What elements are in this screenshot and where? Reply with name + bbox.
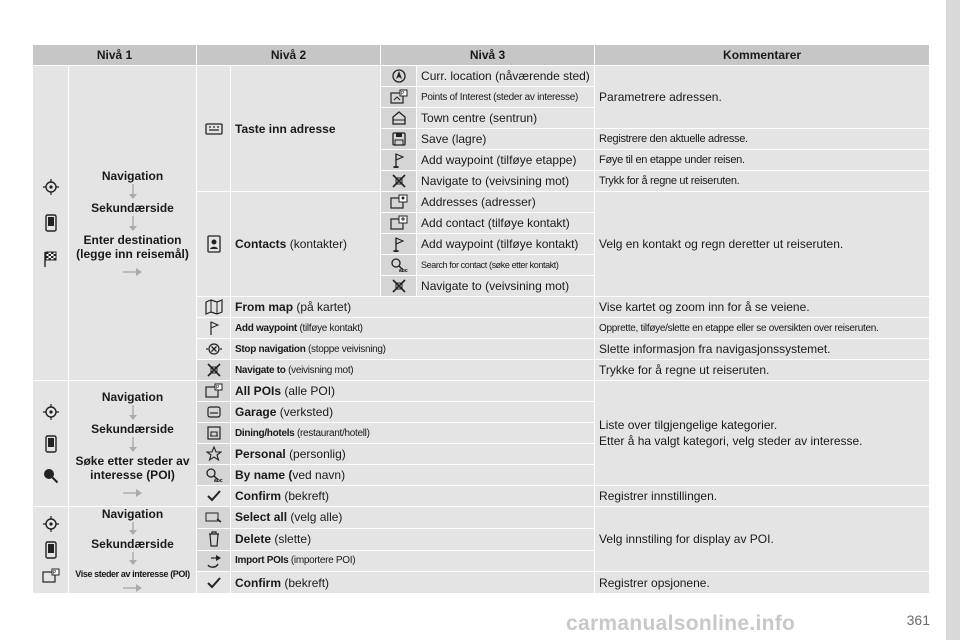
nav-label: Navigation — [101, 389, 164, 404]
svg-text:abc: abc — [213, 478, 223, 483]
waypoint-flag-icon — [381, 234, 417, 255]
level3-navigate-to-contact: Navigate to (veivsining mot) — [417, 276, 595, 297]
waypoint-flag-icon — [381, 150, 417, 171]
confirm-label — [231, 486, 595, 507]
select-all-icon — [197, 507, 231, 529]
save-icon — [381, 129, 417, 150]
level1-nav-2 — [69, 381, 197, 507]
navigate-to-label — [231, 360, 595, 381]
navigate-to-icon — [381, 276, 417, 297]
star-icon — [197, 444, 231, 465]
header-level-3: Nivå 3 — [381, 45, 595, 66]
header-comments: Kommentarer — [595, 45, 930, 66]
from-map-label — [231, 297, 595, 318]
garage-title: Garage — [235, 405, 277, 419]
comment-registrer-opsjonene: Registrer opsjonene. — [595, 572, 930, 594]
svg-text:P: P — [215, 385, 219, 391]
personal-title: Personal — [235, 447, 286, 461]
trash-icon — [197, 528, 231, 550]
all-pois-label — [231, 381, 595, 402]
contacts-icon — [197, 192, 231, 297]
svg-text:P: P — [400, 91, 404, 97]
nav-label: Navigation — [101, 507, 164, 521]
comment-velg-innstiling: Velg innstiling for display av POI. — [595, 507, 930, 572]
level1-icons-3 — [33, 507, 69, 594]
navigate-to-sub: (veivisning mot) — [288, 364, 354, 376]
dining-hotels-label — [231, 423, 595, 444]
level3-points-of-interest: Points of Interest (steder av interesse) — [417, 87, 595, 108]
import-pois-label — [231, 550, 595, 572]
level1-nav-1 — [69, 66, 197, 381]
nav-target-icon — [42, 178, 60, 196]
comment-vise-kartet: Vise kartet og zoom inn for å se veiene. — [595, 297, 930, 318]
stop-navigation-label — [231, 339, 595, 360]
comment-liste-line1: Liste over tilgjengelige kategorier. — [599, 418, 778, 432]
nav-target-icon — [42, 515, 60, 533]
confirm-title-2: Confirm — [235, 575, 282, 590]
stop-navigation-icon — [197, 339, 231, 360]
level1-icons-1 — [33, 66, 69, 381]
watermark: carmanualsonline.info — [566, 612, 796, 635]
map-icon — [197, 297, 231, 318]
poi-search-icon — [42, 467, 60, 485]
delete-title: Delete — [235, 532, 272, 547]
phone-icon — [42, 541, 60, 559]
all-pois-title: All POIs — [235, 384, 282, 398]
from-map-sub: (på kartet) — [296, 300, 352, 314]
level3-add-waypoint: Add waypoint (tilføye etappe) — [417, 150, 595, 171]
add-waypoint-sub: (tilføye kontakt) — [299, 322, 363, 334]
comment-parametrere: Parametrere adressen. — [595, 66, 930, 129]
checkmark-icon — [197, 486, 231, 507]
add-waypoint-title: Add waypoint — [235, 322, 297, 334]
navigate-to-icon — [197, 360, 231, 381]
level1-nav-3 — [69, 507, 197, 594]
checkmark-icon — [197, 572, 231, 594]
nav-label: Navigation — [101, 169, 164, 183]
poi-icon — [197, 381, 231, 402]
secondary-page-label: Sekundærside — [91, 201, 174, 215]
level1-icons-2 — [33, 381, 69, 507]
arrow-right-icon — [73, 583, 192, 593]
svg-text:abc: abc — [398, 268, 408, 273]
town-centre-icon — [381, 108, 417, 129]
comment-opprette: Opprette, tilføye/slette en etappe eller se oversikten over reiseruten. — [595, 318, 930, 339]
all-pois-sub: (alle POI) — [284, 384, 336, 398]
select-all-label — [231, 507, 595, 529]
level3-search-contact: Search for contact (søke etter kontakt) — [417, 255, 595, 276]
import-pois-sub: (importere POI) — [290, 555, 356, 567]
poi-search-label: Søke etter steder av interesse (POI) — [75, 453, 190, 482]
level3-curr-location: Curr. location (nåværende sted) — [417, 66, 595, 87]
dining-hotels-title: Dining/hotels — [235, 427, 295, 439]
dining-hotels-icon — [197, 423, 231, 444]
addresses-icon — [381, 192, 417, 213]
contacts-title: Contacts — [235, 237, 287, 251]
comment-velg-kontakt: Velg en kontakt og regn deretter ut reiseruten. — [595, 192, 930, 297]
confirm-title: Confirm — [235, 489, 282, 503]
garage-label — [231, 402, 595, 423]
garage-sub: (verksted) — [279, 405, 334, 419]
level3-add-waypoint-contact: Add waypoint (tilføye kontakt) — [417, 234, 595, 255]
by-name-label — [231, 465, 595, 486]
by-name-title: By name ( — [235, 468, 293, 482]
level3-town-centre: Town centre (sentrun) — [417, 108, 595, 129]
comment-liste — [595, 381, 930, 486]
confirm-label-2 — [231, 572, 595, 594]
arrow-down-icon — [73, 552, 192, 566]
comment-slette: Slette informasjon fra navigasjonssystemet. — [595, 339, 930, 360]
svg-text:P: P — [52, 570, 56, 576]
header-level-2: Nivå 2 — [197, 45, 381, 66]
search-abc-icon — [381, 255, 417, 276]
poi-display-label: Vise steder av interesse (POI) — [75, 569, 190, 579]
comment-registrere: Registrere den aktuelle adresse. — [595, 129, 930, 150]
stop-navigation-title: Stop navigation — [235, 343, 306, 355]
comment-registrer-innstillingen: Registrer innstillingen. — [595, 486, 930, 507]
nav-target-icon — [42, 403, 60, 421]
taste-inn-adresse-label: Taste inn adresse — [231, 66, 381, 192]
arrow-down-icon — [73, 184, 192, 200]
enter-destination-label: Enter destination (legge inn reisemål) — [76, 233, 189, 261]
navigate-to-icon — [381, 171, 417, 192]
personal-sub: (personlig) — [289, 447, 346, 461]
secondary-page-label: Sekundærside — [91, 421, 174, 436]
level3-save: Save (lagre) — [417, 129, 595, 150]
arrow-down-icon — [73, 405, 192, 421]
waypoint-flag-icon — [197, 318, 231, 339]
add-contact-icon — [381, 213, 417, 234]
checkered-flag-icon — [42, 250, 60, 268]
delete-sub: (slette) — [274, 532, 312, 547]
comment-foye: Føye til en etappe under reisen. — [595, 150, 930, 171]
phone-icon — [42, 214, 60, 232]
confirm-sub: (bekreft) — [284, 489, 330, 503]
page-edge-strip — [946, 0, 960, 640]
select-all-sub: (velg alle) — [290, 510, 343, 525]
level3-addresses: Addresses (adresser) — [417, 192, 595, 213]
navigate-to-title: Navigate to — [235, 364, 286, 376]
location-icon — [381, 66, 417, 87]
comment-trykke: Trykke for å regne ut reiseruten. — [595, 360, 930, 381]
garage-icon — [197, 402, 231, 423]
usb-import-icon — [197, 550, 231, 572]
level3-add-contact: Add contact (tilføye kontakt) — [417, 213, 595, 234]
level3-navigate-to: Navigate to (veivsining mot) — [417, 171, 595, 192]
comment-liste-line2: Etter å ha valgt kategori, velg steder av interesse. — [599, 434, 863, 448]
import-pois-title: Import POIs — [235, 555, 289, 567]
arrow-right-icon — [73, 488, 192, 498]
delete-label — [231, 528, 595, 550]
poi-icon — [381, 87, 417, 108]
dining-hotels-sub: (restaurant/hotell) — [296, 427, 370, 439]
arrow-down-icon — [73, 522, 192, 536]
arrow-right-icon — [73, 267, 192, 277]
stop-navigation-sub: (stoppe veivisning) — [308, 343, 386, 355]
contacts-sub: (kontakter) — [289, 237, 348, 251]
comment-trykk: Trykk for å regne ut reiseruten. — [595, 171, 930, 192]
confirm-sub-2: (bekreft) — [284, 575, 330, 590]
add-waypoint-label — [231, 318, 595, 339]
search-abc-icon — [197, 465, 231, 486]
from-map-title: From map — [235, 300, 294, 314]
by-name-sub: ved navn) — [292, 468, 346, 482]
arrow-down-icon — [73, 437, 192, 453]
personal-label — [231, 444, 595, 465]
select-all-title: Select all — [235, 510, 288, 525]
keyboard-icon — [197, 66, 231, 192]
poi-icon — [42, 567, 60, 585]
menu-table — [32, 44, 930, 594]
contacts-label — [231, 192, 381, 297]
arrow-down-icon — [73, 216, 192, 232]
secondary-page-label: Sekundærside — [91, 537, 174, 551]
phone-icon — [42, 435, 60, 453]
page-number: 361 — [906, 612, 930, 628]
header-level-1: Nivå 1 — [33, 45, 197, 66]
